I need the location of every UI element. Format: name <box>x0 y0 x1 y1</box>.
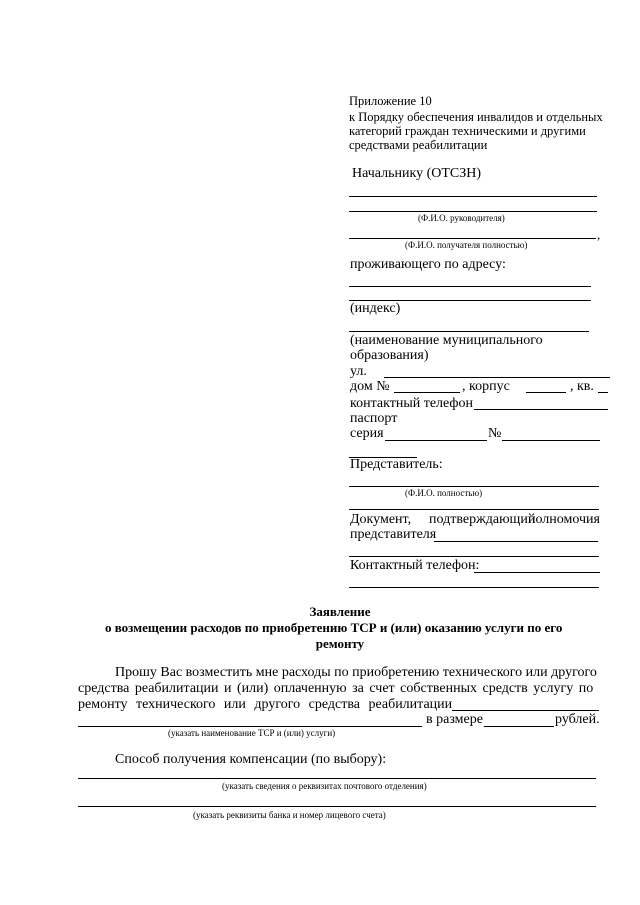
applicant-name-line[interactable] <box>349 238 596 239</box>
doc-label-word-3: полномочия <box>528 512 600 527</box>
representative-caption: (Ф.И.О. полностью) <box>405 488 483 498</box>
statement-subtitle-1: о возмещении расходов по приобретению ТСР и (или) оказанию услуги по его <box>105 620 563 635</box>
amount-label: в размере <box>426 712 483 727</box>
address-label: проживающего по адресу: <box>350 257 506 272</box>
korpus-label: , корпус <box>462 379 510 394</box>
address-line-1[interactable] <box>349 286 591 287</box>
head-name-caption: (Ф.И.О. руководителя) <box>418 213 505 223</box>
tsr-name-line[interactable] <box>78 726 422 727</box>
kv-line[interactable] <box>598 392 608 393</box>
rub-label: рублей. <box>555 712 600 727</box>
representative-line-2[interactable] <box>349 509 599 510</box>
series-label: серия <box>350 426 384 441</box>
municipal-label-1: (наименование муниципального <box>350 333 543 348</box>
doc-label-word-1: Документ, <box>350 512 412 527</box>
street-label: ул. <box>350 364 367 379</box>
statement-subtitle-2: ремонту <box>315 636 365 651</box>
tsr-caption: (указать наименование ТСР и (или) услуги) <box>168 728 336 738</box>
post-caption: (указать сведения о реквизитах почтового отделения) <box>222 781 427 791</box>
method-label: Способ получения компенсации (по выбору): <box>115 752 387 767</box>
appendix-line-2: категорий граждан техническими и другими <box>349 124 586 138</box>
amount-line[interactable] <box>484 726 554 727</box>
kv-label: , кв. <box>570 379 594 394</box>
contact-phone-line[interactable] <box>474 572 600 573</box>
doc-line-1[interactable] <box>434 541 598 542</box>
number-label: № <box>488 426 502 441</box>
paragraph-line-3-blank[interactable] <box>452 710 599 711</box>
house-line[interactable] <box>394 392 460 393</box>
series-line[interactable] <box>385 440 487 441</box>
doc-label-word-2: подтверждающий <box>429 512 536 527</box>
paragraph-line-1: Прошу Вас возместить мне расходы по приобретению технического или другого <box>115 665 597 680</box>
paragraph-line-3: ремонту технического или другого средства реабилитации <box>78 697 453 712</box>
post-details-line[interactable] <box>78 778 596 779</box>
head-name-line-1[interactable] <box>349 196 597 197</box>
phone-label: контактный телефон <box>350 396 473 411</box>
municipal-label-2: образования) <box>350 348 429 363</box>
appendix-title: Приложение 10 <box>349 94 432 108</box>
contact-phone-label: Контактный телефон: <box>350 558 480 573</box>
statement-title: Заявление <box>309 604 371 619</box>
paragraph-line-2: средства реабилитации и (или) оплаченную за счет собственных средств услугу по <box>78 681 594 696</box>
doc-line-2[interactable] <box>349 556 599 557</box>
bank-caption: (указать реквизиты банка и номер лицевого счета) <box>193 810 386 820</box>
appendix-line-3: средствами реабилитации <box>349 138 488 152</box>
appendix-line-1: к Порядку обеспечения инвалидов и отдельных <box>349 110 603 124</box>
bank-details-line[interactable] <box>78 806 596 807</box>
korpus-line[interactable] <box>526 392 566 393</box>
applicant-name-caption: (Ф.И.О. получателя полностью) <box>405 240 528 250</box>
head-name-line-2[interactable] <box>349 211 597 212</box>
number-line[interactable] <box>502 440 600 441</box>
addressee-label: Начальнику (ОТСЗН) <box>352 166 482 181</box>
municipal-line[interactable] <box>349 331 589 332</box>
contact-phone-line-2[interactable] <box>349 587 599 588</box>
index-label: (индекс) <box>350 301 401 316</box>
street-line[interactable] <box>384 377 610 378</box>
passport-label: паспорт <box>350 411 398 426</box>
representative-label: Представитель: <box>350 457 443 472</box>
doc-label-line-2: представителя <box>350 527 437 542</box>
representative-line[interactable] <box>349 486 599 487</box>
phone-line[interactable] <box>474 409 608 410</box>
comma: , <box>597 227 601 242</box>
house-label: дом № <box>350 379 390 394</box>
